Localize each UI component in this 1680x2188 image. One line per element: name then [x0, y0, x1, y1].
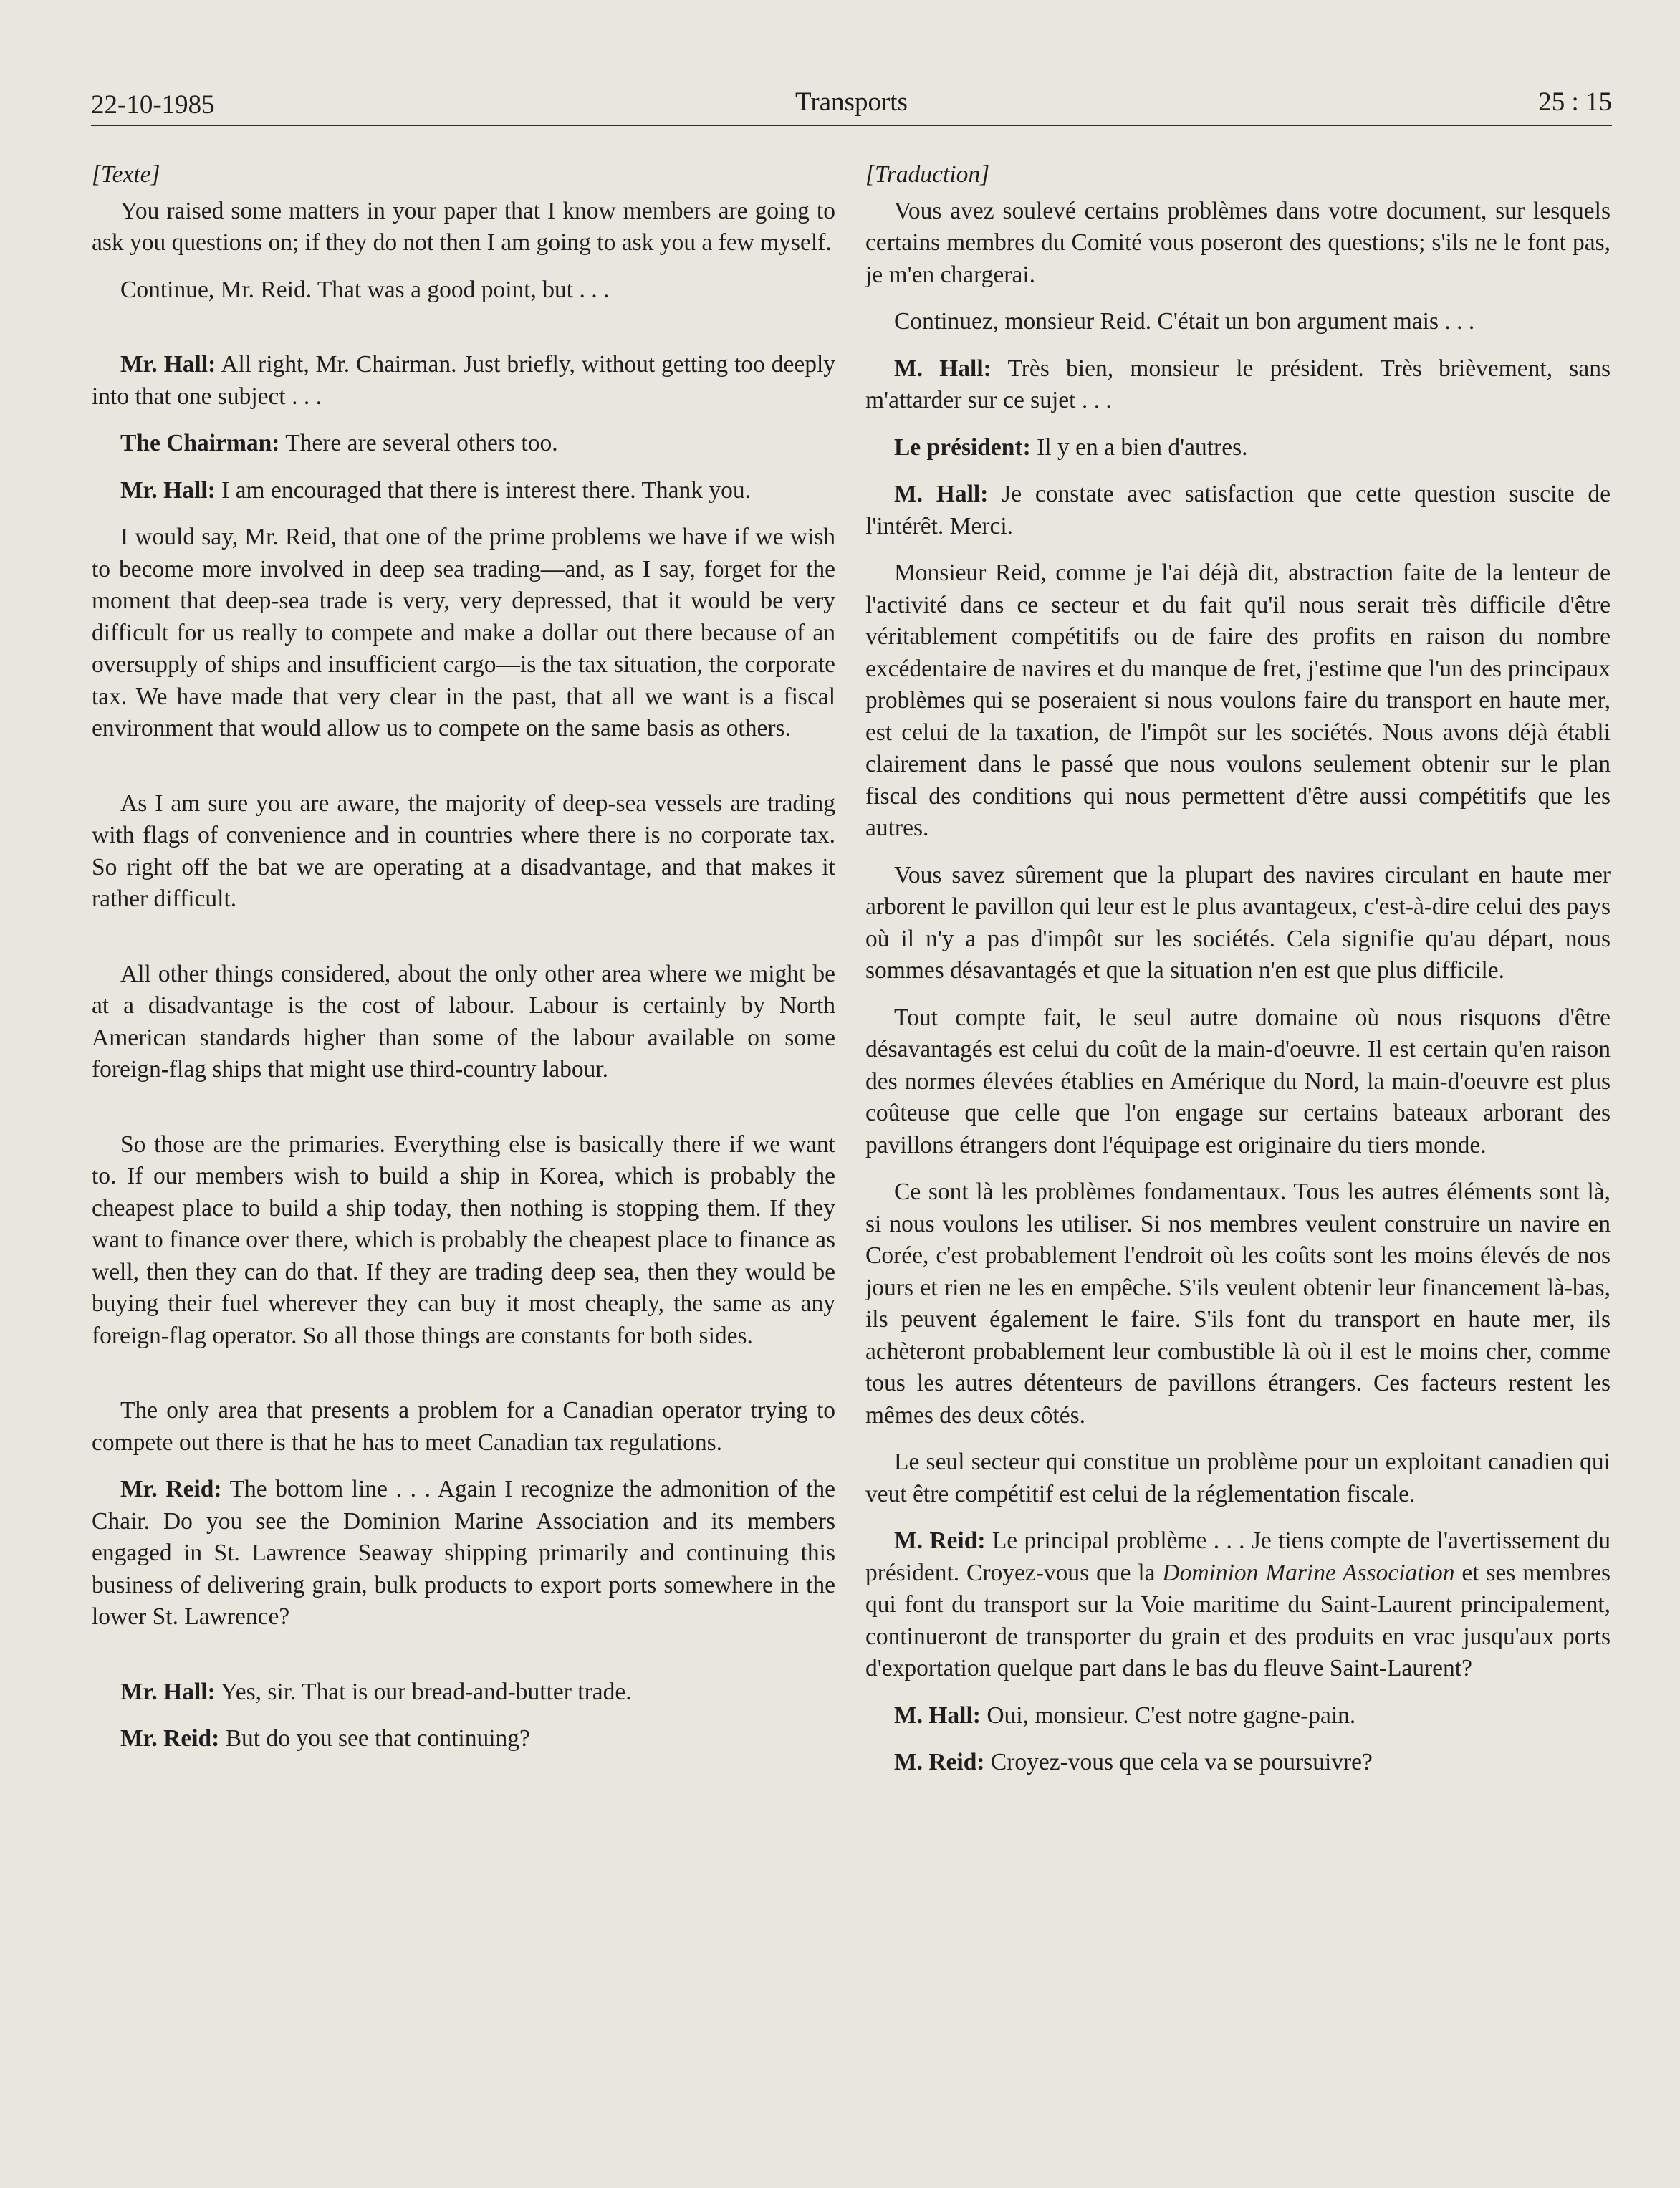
speaker-name: M. Hall: — [894, 481, 989, 507]
paragraph: Vous savez sûrement que la plupart des navires circulant en haute mer arborent le pavillon qui leur est le plus avantageux, c'est-à-dire celui des pays où il n'y a pas d'impôt sur les sociétés. Cela signifie qu'au départ, nous sommes désavantagés et que la situation n'en est que plus difficile. — [865, 861, 1611, 984]
paragraph: Continue, Mr. Reid. That was a good point, but . . . — [120, 276, 610, 303]
paragraph: Mr. Hall: I am encouraged that there is interest there. Thank you. — [120, 476, 752, 504]
paragraph: Monsieur Reid, comme je l'ai déjà dit, abstraction faite de la lenteur de l'activité dans ce secteur et du fait qu'il nous serait très difficile d'être véritablement compétitifs ou de faire des profits en raison du nombre excédentaire de navires et du manque de fret, j'estime que l'un des principaux problèmes qui se poseraient si nous voulons faire du transport en haute mer, est celui de la taxation, de l'impôt sur les sociétés. Nous avons déjà établi clairement dans le passé que nous voulons seulement obtenir sur le plan fiscal des conditions qui nous permettent d'être aussi compétitifs que les autres. — [865, 560, 1611, 841]
speaker-name: M. Hall: — [894, 1702, 981, 1729]
speaker-name: M. Reid: — [894, 1749, 985, 1775]
paragraph: M. Hall: Je constate avec satisfaction que cette question suscite de l'intérêt. Merci. — [865, 481, 1611, 539]
paragraph: The only area that presents a problem for a Canadian operator trying to compete out there is that he has to meet Canadian tax regulations. — [92, 1397, 835, 1456]
italic-org-name: Dominion Marine Association — [1162, 1559, 1455, 1586]
speaker-name: Mr. Hall: — [120, 476, 216, 504]
speaker-name: The Chairman: — [120, 430, 280, 456]
paragraph: Vous avez soulevé certains problèmes dans votre document, sur lesquels certains membres du Comité vous poseront des questions; s'ils ne le font pas, je m'en chargerai. — [865, 197, 1611, 288]
paragraph: As I am sure you are aware, the majority of deep-sea vessels are trading with flags of convenience and in countries where there is no corporate tax. So right off the bat we are operating at a disadvantage, and that makes it rather difficult. — [92, 790, 835, 912]
english-column — [92, 159, 835, 1770]
paragraph: Mr. Hall: Yes, sir. That is our bread-and-butter trade. — [120, 1678, 632, 1705]
speaker-name: Mr. Hall: — [120, 1678, 216, 1705]
paragraph: Continuez, monsieur Reid. C'était un bon argument mais . . . — [894, 308, 1475, 335]
paragraph: Mr. Hall: All right, Mr. Chairman. Just briefly, without getting too deeply into that one subject . . . — [92, 351, 836, 410]
speaker-name: M. Reid: — [894, 1527, 986, 1554]
paragraph: The Chairman: There are several others too. — [120, 430, 558, 456]
paragraph: Ce sont là les problèmes fondamentaux. Tous les autres éléments sont là, si nous voulons les utiliser. Si nos membres veulent construire un navire en Corée, c'est probablement l'endroit où les coûts sont les moins élevés de nos jours et rien ne les en empêche. S'ils veulent obtenir leur financement là-bas, ils peuvent également le faire. S'ils font du transport en haute mer, ils achèteront probablement leur combustible là où il est le moins cher, comme tous les autres détenteurs de pavillons étrangers. Ces facteurs restent les mêmes des deux côtés. — [865, 1179, 1611, 1429]
paragraph: M. Hall: Très bien, monsieur le président. Très brièvement, sans m'attarder sur ce sujet . . . — [865, 355, 1611, 413]
paragraph: Le président: Il y en a bien d'autres. — [894, 433, 1248, 461]
paragraph: All other things considered, about the only other area where we might be at a disadvantage is the cost of labour. Labour is certainly by North American standards higher than some of the labour available on some foreign-flag ships that might use third-country labour. — [92, 960, 835, 1083]
paragraph: M. Reid: Croyez-vous que cela va se poursuivre? — [894, 1749, 1373, 1775]
language-tag: [Traduction] — [865, 161, 990, 188]
paragraph: Mr. Reid: The bottom line . . . Again I recognize the admonition of the Chair. Do you see the Dominion Marine Association and its members engaged in St. Lawrence Seaway shipping primarily and continuing this business of delivering grain, bulk products to export ports somewhere in the lower St. Lawrence? — [92, 1476, 835, 1630]
speaker-name: Mr. Reid: — [120, 1725, 220, 1752]
paragraph: So those are the primaries. Everything else is basically there if we want to. If our members wish to build a ship in Korea, which is probably the cheapest place to build a ship today, then nothing is stopping them. If they want to finance over there, which is probably the cheapest place to finance as well, then they can do that. If they are trading deep sea, then they would be buying their fuel wherever they can buy it most cheaply, the same as any foreign-flag operator. So all those things are constants for both sides. — [92, 1131, 835, 1349]
header-page-number: 25 : 15 — [1538, 87, 1612, 117]
paragraph: I would say, Mr. Reid, that one of the prime problems we have if we wish to become more involved in deep sea trading—and, as I say, forget for the moment that deep-sea trade is very, very depressed, that it would be very difficult for us really to compete and make a dollar out there because of an oversupply of ships and insufficient cargo—is the tax situation, the corporate tax. We have made that very clear in the past, that all we want is a fiscal environment that would allow us to compete on the same basis as others. — [92, 524, 835, 742]
paragraph: Mr. Reid: But do you see that continuing? — [120, 1725, 530, 1752]
paragraph: M. Hall: Oui, monsieur. C'est notre gagne-pain. — [894, 1702, 1356, 1729]
paragraph: M. Reid: Le principal problème . . . Je tiens compte de l'avertissement du président. Croyez-vous que la Dominion Marine Association et ses membres qui font du transport sur la Voie maritime du Saint-Laurent principalement, continueront de transporter du grain et des produits en vrac jusqu'aux ports d'exportation quelque part dans le bas du fleuve Saint-Laurent? — [865, 1527, 1611, 1681]
french-column — [865, 159, 1611, 1794]
paragraph: Tout compte fait, le seul autre domaine où nous risquons d'être désavantagés est celui du coût de la main-d'oeuvre. Il est certain qu'en raison des normes élevées établies en Amérique du Nord, la main-d'oeuvre est plus coûteuse que celle que l'on engage sur certains bateaux arborant des pavillons étrangers dont l'équipage est originaire du tiers monde. — [865, 1004, 1611, 1158]
paragraph: Le seul secteur qui constitue un problème pour un exploitant canadien qui veut être compétitif est celui de la réglementation fiscale. — [865, 1449, 1611, 1507]
paragraph: You raised some matters in your paper that I know members are going to ask you questions on; if they do not then I am going to ask you a few myself. — [92, 197, 835, 256]
speaker-name: Mr. Hall: — [120, 351, 216, 378]
speaker-name: Le président: — [894, 433, 1031, 461]
header-date: 22-10-1985 — [91, 90, 215, 120]
speaker-name: M. Hall: — [894, 355, 992, 382]
speaker-name: Mr. Reid: — [120, 1476, 222, 1502]
running-header — [91, 85, 1612, 126]
header-title: Transports — [795, 87, 908, 117]
language-tag: [Texte] — [92, 161, 160, 188]
